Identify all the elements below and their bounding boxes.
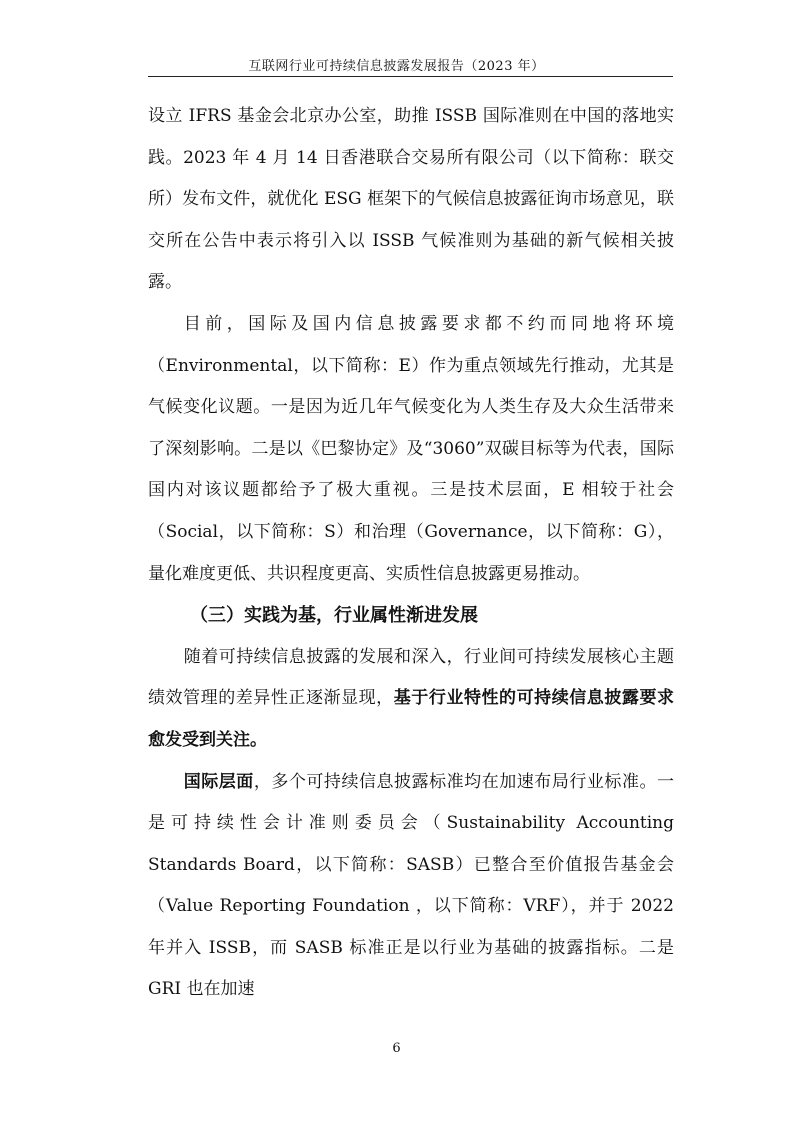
header-divider	[148, 76, 673, 77]
paragraph-text: ，多个可持续信息披露标准均在加速布局行业标准。一是可持续性会计准则委员会（Sustainability Accounting Standards Board，以下简称：SASB）已整合至价值报告基金会（Value Reporting Foundation ，以下简称：VRF），并于 2022 年并入 ISSB，而 SASB 标准正是以行业为基础的披露指标。二是 GRI 也在加速	[148, 771, 675, 1000]
document-body	[148, 96, 674, 1011]
section-heading: （三）实践为基，行业属性渐进发展	[190, 605, 478, 627]
paragraph-international-level	[148, 762, 674, 1012]
paragraph-environment-priority: 目前，国际及国内信息披露要求都不约而同地将环境（Environmental，以下简称：E）作为重点领域先行推动，尤其是气候变化议题。一是因为近几年气候变化为人类生存及大众生活带来了深刻影响。二是以《巴黎协定》及“3060”双碳目标等为代表，国际国内对该议题都给予了极大重视。三是技术层面，E 相较于社会（Social，以下简称：S）和治理（Governance，以下简称：G），量化难度更低、共识程度更高、实质性信息披露更易推动。	[148, 313, 674, 584]
paragraph-ifrs-beijing: 设立 IFRS 基金会北京办公室，助推 ISSB 国际准则在中国的落地实践。2023 年 4 月 14 日香港联合交易所有限公司（以下简称：联交所）发布文件，就优化 ESG 框架下的气候信息披露征询市场意见，联交所在公告中表示将引入以 ISSB 气候准则为基础的新气候相关披露。	[148, 106, 674, 293]
page-number: 6	[392, 1041, 401, 1056]
emphasis-text: 国际层面	[183, 771, 254, 792]
emphasis-text: 基于行业特性的可持续信息披露要求愈发受到关注。	[148, 688, 675, 750]
running-header: 互联网行业可持续信息披露发展报告（2023 年）	[248, 59, 545, 74]
paragraph-text: 随着可持续信息披露的发展和深入，行业间可持续发展核心主题绩效管理的差异性正逐渐显现，	[148, 646, 674, 709]
paragraph-industry-attributes	[148, 637, 674, 762]
